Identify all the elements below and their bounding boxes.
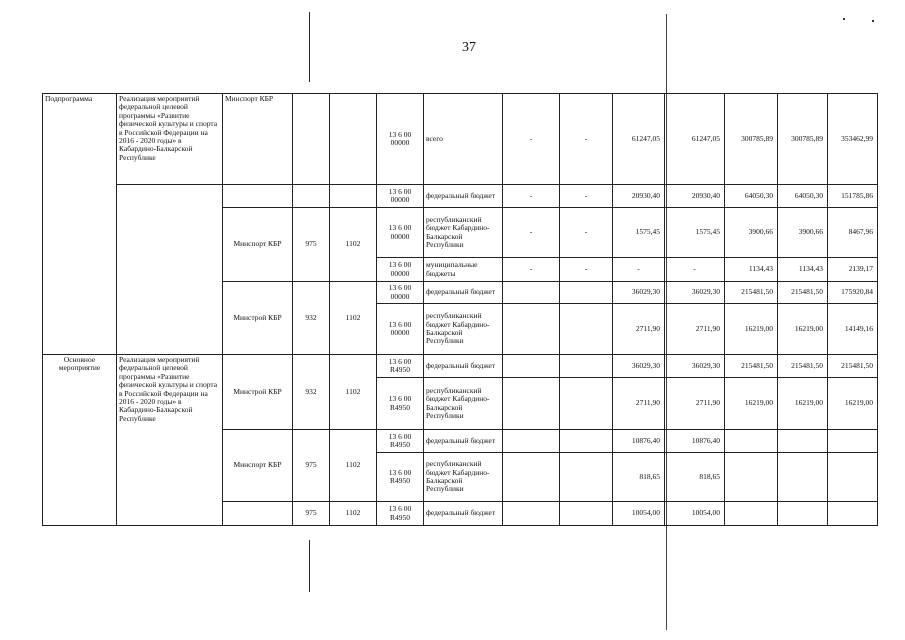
- rzpr-cell: 1102: [330, 430, 377, 502]
- executor-cell: Минспорт КБР: [223, 208, 293, 282]
- table-row: 13 6 00 00000 республиканский бюджет Кабардино-Балкарской Республики 2711,90 2711,90 16219,00 16219,00 14149,16: [43, 304, 878, 355]
- table-row: 13 6 00 R4950 республиканский бюджет Кабардино-Балкарской Республики 2711,90 2711,90 16219,00 16219,00 16219,00: [43, 378, 878, 430]
- table-row: Минспорт КБР 975 1102 13 6 00 R4950 федеральный бюджет 10876,40 10876,40: [43, 430, 878, 453]
- grbs-cell: 975: [293, 208, 330, 282]
- program-name-cell: Реализация мероприятий федеральной целевой программы «Развитие физической культуры и спорта в Российской Федерации на 2016 - 2020 годы» в Кабардино-Балкарской Республике: [117, 94, 223, 185]
- program-name-cell: Реализация мероприятий федеральной целевой программы «Развитие физической культуры и спорта в Российской Федерации на 2016 - 2020 годы» в Кабардино-Балкарской Республике: [117, 355, 223, 526]
- grbs-cell: 932: [293, 282, 330, 355]
- executor-cell: Минстрой КБР: [223, 355, 293, 430]
- grbs-cell: 932: [293, 355, 330, 430]
- table-row: 975 1102 13 6 00 R4950 федеральный бюджет 10054,00 10054,00: [43, 502, 878, 526]
- table-row: Основное мероприятие Реализация мероприятий федеральной целевой программы «Развитие физической культуры и спорта в Российской Федерации на 2016 - 2020 годы» в Кабардино-Балкарской Республике Минстрой КБР 932 1102 13 6 00 R4950 федеральный бюджет 36029,30 36029,30 215481,50 215481,50 215481,50: [43, 355, 878, 378]
- rzpr-cell: 1102: [330, 208, 377, 282]
- table-row: Минстрой КБР 932 1102 13 6 00 00000 федеральный бюджет 36029,30 36029,30 215481,50 215481,50 175920,84: [43, 282, 878, 304]
- executor-cell: Минстрой КБР: [223, 282, 293, 355]
- source-cell: всего: [424, 94, 503, 185]
- rzpr-cell: 1102: [330, 355, 377, 430]
- scan-speck: [843, 18, 845, 20]
- rzpr-cell: 1102: [330, 502, 377, 526]
- table-row: Минспорт КБР 975 1102 13 6 00 00000 республиканский бюджет Кабардино-Балкарской Республики - - 1575,45 1575,45 3900,66 3900,66 8467,96: [43, 208, 878, 258]
- page-number: 37: [462, 40, 476, 55]
- executor-cell: Минспорт КБР: [223, 430, 293, 502]
- kbk-cell: 13 6 00 00000: [377, 94, 424, 185]
- status-cell: Подпрограмма: [43, 94, 117, 355]
- rzpr-cell: 1102: [330, 282, 377, 355]
- grbs-cell: 975: [293, 430, 330, 502]
- scan-artifact-line: [309, 12, 310, 82]
- table-row: 13 6 00 00000 федеральный бюджет - - 20930,40 20930,40 64050,30 64050,30 151785,86: [43, 185, 878, 208]
- table-row: 13 6 00 00000 муниципальные бюджеты - - - - 1134,43 1134,43 2139,17: [43, 258, 878, 282]
- status-cell: Основное мероприятие: [43, 355, 117, 526]
- table-row: 13 6 00 R4950 республиканский бюджет Кабардино-Балкарской Республики 818,65 818,65: [43, 453, 878, 502]
- scan-speck: [872, 20, 874, 22]
- scan-artifact-line: [309, 540, 310, 592]
- grbs-cell: 975: [293, 502, 330, 526]
- program-funding-table: [42, 93, 878, 526]
- executor-cell: Минспорт КБР: [223, 94, 293, 185]
- table-row: Подпрограмма Реализация мероприятий федеральной целевой программы «Развитие физической культуры и спорта в Российской Федерации на 2016 - 2020 годы» в Кабардино-Балкарской Республике Минспорт КБР 13 6 00 00000 всего - - 61247,05 61247,05 300785,89 300785,89 353462,99: [43, 94, 878, 185]
